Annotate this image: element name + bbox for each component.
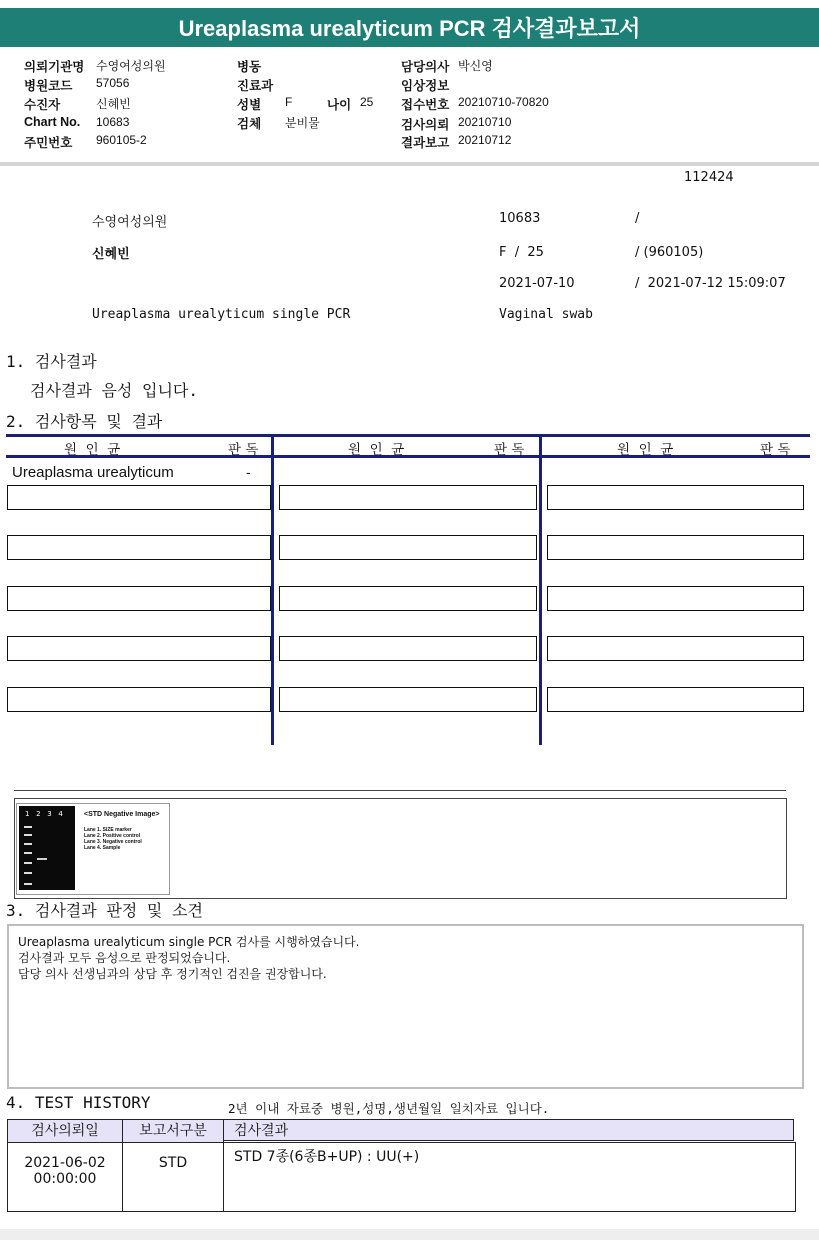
- section-4-title: 4. TEST HISTORY: [6, 1093, 151, 1112]
- patient-ssn: / (960105): [635, 245, 704, 260]
- gel-band: [24, 826, 32, 828]
- patient-chart: 10683: [499, 211, 541, 226]
- bottom-bar: [0, 1229, 819, 1240]
- gel-legend-item: Lane 3. Negative control: [84, 839, 142, 845]
- code-number: 112424: [684, 170, 734, 185]
- received-date: 2021-07-10: [499, 276, 575, 291]
- patient-name: 신혜빈: [92, 247, 130, 262]
- test-name: Ureaplasma urealyticum single PCR: [92, 307, 351, 322]
- history-type: STD: [158, 1155, 188, 1171]
- history-header: 검사의뢰일: [7, 1119, 123, 1143]
- info-label: 담당의사: [401, 60, 450, 74]
- column-divider: [271, 434, 274, 745]
- gel-band: [37, 858, 47, 860]
- empty-cell: [279, 485, 537, 510]
- gel-image: [19, 806, 75, 890]
- col-header-judge: 판 독: [228, 442, 259, 458]
- divider: [0, 162, 819, 166]
- info-value: 신혜빈: [96, 97, 131, 111]
- gel-band: [24, 834, 32, 836]
- info-label: 성별: [237, 98, 262, 112]
- gel-band: [24, 883, 32, 885]
- gel-legend-item: Lane 1. SIZE marker: [84, 827, 132, 833]
- empty-cell: [547, 687, 804, 712]
- col-header-organism: 원 인 균: [348, 442, 405, 458]
- empty-cell: [279, 687, 537, 712]
- history-time: 00:00:00: [33, 1171, 97, 1187]
- gel-band: [24, 852, 32, 854]
- section-1-title: 1. 검사결과: [6, 352, 97, 371]
- empty-cell: [547, 485, 804, 510]
- empty-cell: [279, 535, 537, 560]
- info-label: 검체: [237, 117, 262, 131]
- gel-title: <STD Negative Image>: [84, 811, 160, 818]
- empty-cell: [279, 586, 537, 611]
- empty-cell: [7, 485, 271, 510]
- section-1-result: 검사결과 음성 입니다.: [30, 381, 199, 400]
- organism-result: -: [246, 464, 251, 480]
- gel-band: [24, 872, 32, 874]
- info-label: 주민번호: [24, 136, 73, 150]
- history-note: 2년 이내 자료중 병원,성명,생년월일 일치자료 입니다.: [228, 1101, 550, 1116]
- empty-cell: [547, 535, 804, 560]
- patient-slash: /: [635, 211, 640, 226]
- info-value: 20210710: [458, 115, 512, 129]
- gel-band: [24, 843, 32, 845]
- info-label: 병원코드: [24, 79, 73, 93]
- col-header-organism: 원 인 균: [617, 442, 674, 458]
- organism-name: Ureaplasma urealyticum: [12, 464, 174, 481]
- empty-cell: [279, 636, 537, 661]
- opinion-line: 담당 의사 선생님과의 상담 후 정기적인 검진을 권장합니다.: [18, 967, 327, 981]
- history-header: 보고서구분: [122, 1119, 224, 1143]
- info-value: 10683: [96, 115, 130, 129]
- gel-band: [24, 862, 32, 864]
- empty-cell: [547, 636, 804, 661]
- section-3-title: 3. 검사결과 판정 및 소견: [6, 901, 203, 920]
- history-result-cell: [223, 1142, 796, 1212]
- empty-cell: [7, 636, 271, 661]
- info-label: 의뢰기관명: [24, 60, 85, 74]
- info-label: Chart No.: [24, 115, 81, 129]
- gel-lane-numbers: 1 2 3 4: [25, 810, 63, 818]
- empty-cell: [547, 586, 804, 611]
- gel-panel-rule: [14, 790, 786, 791]
- specimen: Vaginal swab: [499, 307, 593, 322]
- empty-cell: [7, 535, 271, 560]
- info-label: 임상정보: [401, 79, 450, 93]
- history-header: 검사결과: [223, 1119, 794, 1141]
- info-value: 25: [360, 95, 374, 109]
- gel-legend-item: Lane 4. Sample: [84, 845, 121, 851]
- col-header-organism: 원 인 균: [64, 442, 121, 458]
- empty-cell: [7, 687, 271, 712]
- info-value: F: [285, 95, 293, 109]
- info-value: 57056: [96, 76, 130, 90]
- info-label: 결과보고: [401, 136, 450, 150]
- history-result: STD 7종(6종B+UP) : UU(+): [234, 1149, 420, 1165]
- info-label: 병동: [237, 60, 262, 74]
- reported-date: / 2021-07-12 15:09:07: [635, 276, 786, 291]
- col-header-judge: 판 독: [760, 442, 791, 458]
- info-value: 960105-2: [96, 133, 147, 147]
- info-label: 수진자: [24, 98, 61, 112]
- column-divider: [539, 434, 542, 745]
- info-label: 나이: [327, 98, 352, 112]
- info-value: 20210712: [458, 133, 512, 147]
- patient-hospital: 수영여성의원: [92, 215, 168, 230]
- patient-sex-age: F / 25: [499, 245, 544, 260]
- info-value: 수영여성의원: [96, 59, 166, 73]
- history-date-cell: [7, 1142, 123, 1212]
- section-2-title: 2. 검사항목 및 결과: [6, 412, 163, 431]
- table-header-border: [6, 455, 810, 458]
- opinion-line: Ureaplasma urealyticum single PCR 검사를 시행하였습니다.: [18, 935, 360, 949]
- gel-legend-item: Lane 2. Positive control: [84, 833, 141, 839]
- info-value: 박신영: [458, 59, 493, 73]
- empty-cell: [7, 586, 271, 611]
- report-title: Ureaplasma urealyticum PCR 검사결과보고서: [0, 8, 819, 47]
- info-label: 검사의뢰: [401, 118, 450, 132]
- history-date: 2021-06-02: [24, 1155, 106, 1171]
- info-label: 접수번호: [401, 98, 450, 112]
- info-label: 진료과: [237, 79, 274, 93]
- info-value: 20210710-70820: [458, 95, 549, 109]
- opinion-line: 검사결과 모두 음성으로 판정되었습니다.: [18, 951, 231, 965]
- history-type-cell: [122, 1142, 224, 1212]
- col-header-judge: 판 독: [494, 442, 525, 458]
- table-top-border: [6, 434, 810, 437]
- info-value: 분비물: [285, 116, 320, 130]
